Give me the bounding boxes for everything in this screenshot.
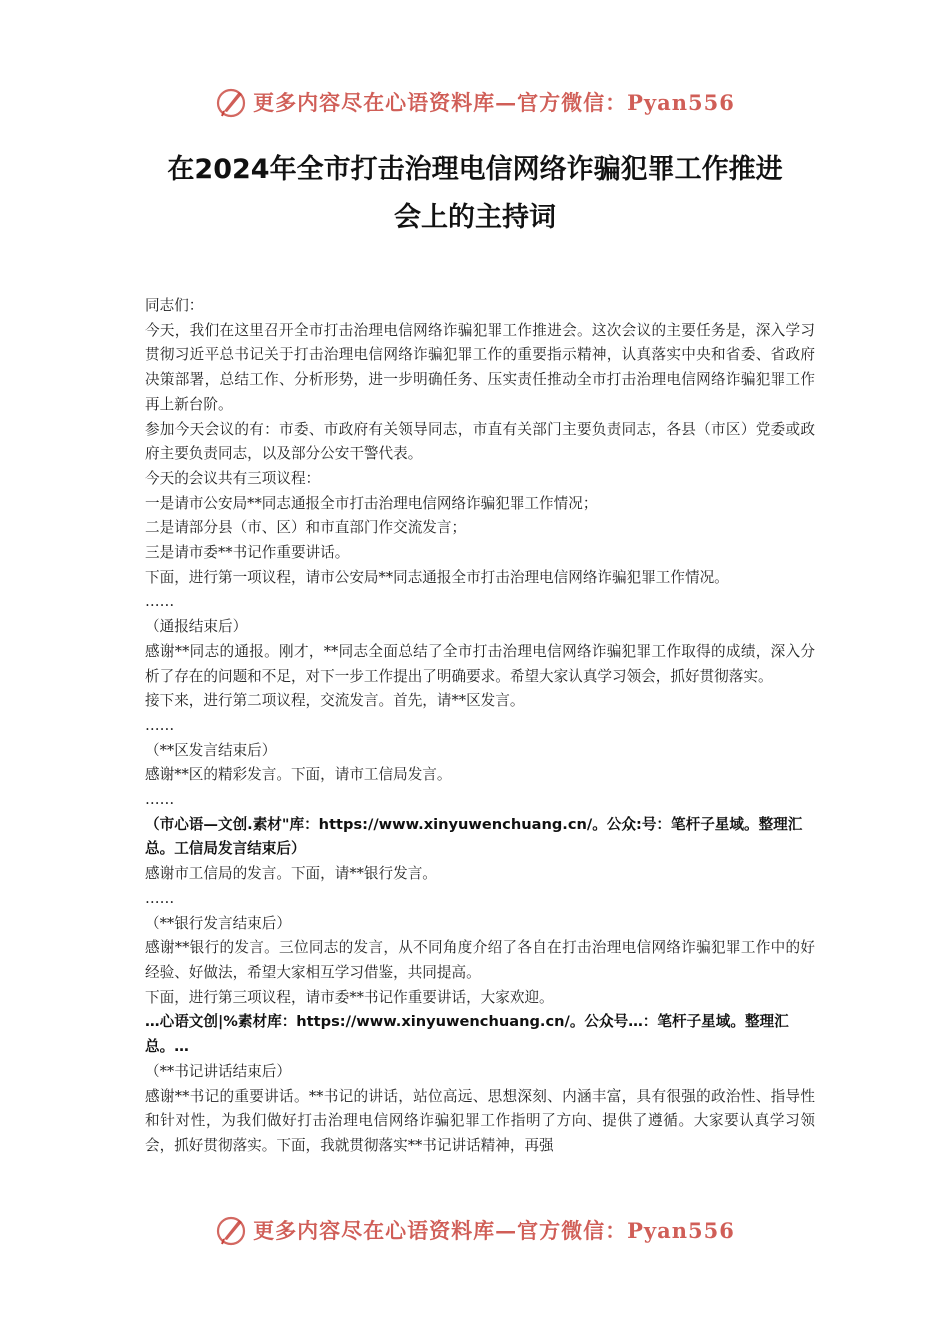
paragraph: ……: [145, 593, 175, 611]
paragraph: 参加今天会议的有：市委、市政府有关领导同志，市直有关部门主要负责同志，各县（市区）党委或政府主要负责同志，以及部分公安干警代表。: [145, 420, 815, 463]
paragraph: 接下来，进行第二项议程，交流发言。首先，请**区发言。: [145, 692, 525, 710]
paragraph: （**区发言结束后）: [145, 741, 277, 759]
paragraph: 一是请市公安局**同志通报全市打击治理电信网络诈骗犯罪工作情况；: [145, 494, 598, 512]
paragraph: 感谢**书记的重要讲话。**书记的讲话，站位高远、思想深刻、内涵丰富，具有很强的政治性、指导性和针对性，为我们做好打击治理电信网络诈骗犯罪工作指明了方向、提供了遵循。大家要认真学习领会，抓好贯彻落实。下面，我就贯彻落实**书记讲话精神，再强: [145, 1087, 815, 1154]
paragraph: 感谢市工信局的发言。下面，请**银行发言。: [145, 865, 437, 883]
paragraph: （**银行发言结束后）: [145, 914, 291, 932]
paragraph: ……: [145, 791, 175, 809]
paragraph: 今天，我们在这里召开全市打击治理电信网络诈骗犯罪工作推进会。这次会议的主要任务是，深入学习贯彻习近平总书记关于打击治理电信网络诈骗犯罪工作的重要指示精神，认真落实中央和省委、省政府决策部署，总结工作、分析形势，进一步明确任务、压实责任推动全市打击治理电信网络诈骗犯罪工作再上新台阶。: [145, 321, 815, 413]
header-watermark: [0, 82, 950, 122]
paragraph: （通报结束后）: [145, 618, 248, 636]
watermark-text: 更多内容尽在心语资料库—官方微信：Pyan556: [253, 1218, 735, 1243]
paragraph: 三是请市委**书记作重要讲话。: [145, 544, 350, 562]
quill-pen-logo-icon: [215, 85, 249, 119]
paragraph: 同志们：: [145, 297, 204, 314]
quill-pen-logo-icon: [215, 1213, 249, 1247]
paragraph: 今天的会议共有三项议程：: [145, 469, 321, 487]
document-body: [145, 294, 815, 1159]
footer-watermark: [0, 1210, 950, 1250]
paragraph: （**书记讲话结束后）: [145, 1062, 291, 1080]
paragraph: 感谢**同志的通报。刚才，**同志全面总结了全市打击治理电信网络诈骗犯罪工作取得的成绩，深入分析了存在的问题和不足，对下一步工作提出了明确要求。希望大家认真学习领会，抓好贯彻落实。: [145, 642, 815, 685]
paragraph: ……: [145, 716, 175, 734]
paragraph: 感谢**区的精彩发言。下面，请市工信局发言。: [145, 766, 452, 784]
paragraph: 下面，进行第三项议程，请市委**书记作重要讲话，大家欢迎。: [145, 988, 554, 1006]
embedded-promo-text: （市心语—文创.素材"库：https://www.xinyuwenchuang.cn/。公众:号：笔杆子星域。整理汇总。工信局发言结束后）: [145, 815, 803, 858]
embedded-promo-text: …心语文创|%素材库：https://www.xinyuwenchuang.cn/。公众号…：笔杆子星域。整理汇总。…: [145, 1013, 789, 1056]
title-line-1: 在2024年全市打击治理电信网络诈骗犯罪工作推进: [167, 154, 783, 185]
paragraph: 感谢**银行的发言。三位同志的发言，从不同角度介绍了各自在打击治理电信网络诈骗犯罪工作中的好经验、好做法，希望大家相互学习借鉴，共同提高。: [145, 939, 815, 981]
paragraph: 下面，进行第一项议程，请市公安局**同志通报全市打击治理电信网络诈骗犯罪工作情况。: [145, 568, 729, 586]
paragraph: ……: [145, 889, 175, 907]
watermark-text: 更多内容尽在心语资料库—官方微信：Pyan556: [253, 90, 735, 115]
paragraph: 二是请部分县（市、区）和市直部门作交流发言；: [145, 519, 467, 537]
title-line-2: 会上的主持词: [394, 202, 556, 233]
document-title: [130, 146, 820, 242]
